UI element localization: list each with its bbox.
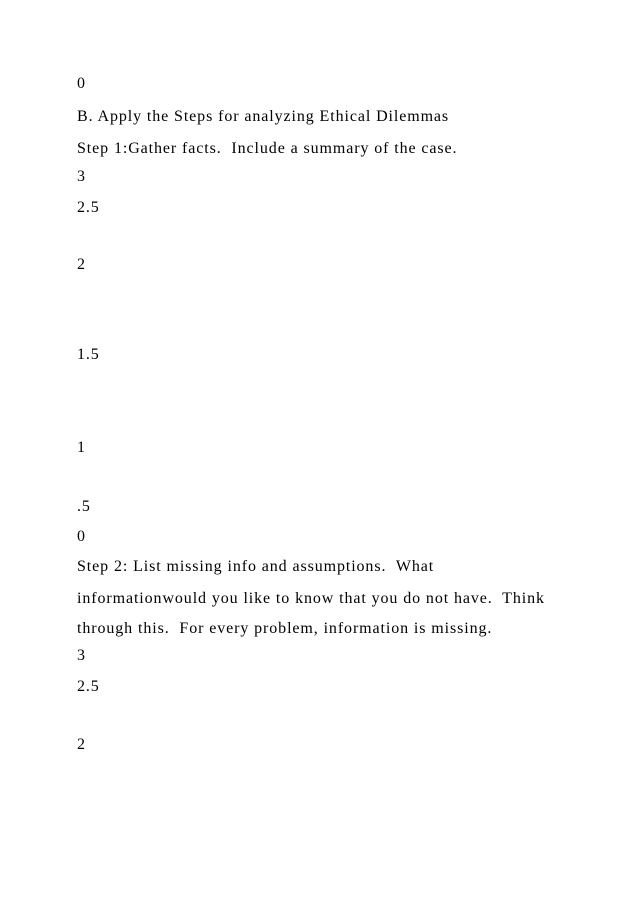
score-line: .5	[77, 498, 91, 515]
score-line: 0	[77, 528, 86, 545]
step-2-text: Step 2: List missing info and assumptions. What	[77, 558, 435, 575]
step-1-text: Step 1:Gather facts. Include a summary of the case.	[77, 140, 458, 157]
score-line: 2.5	[77, 199, 100, 216]
score-line: 3	[77, 647, 86, 664]
score-line: 1	[77, 439, 86, 456]
step-2-text: informationwould you like to know that you do not have. Think	[77, 590, 545, 607]
score-line: 2	[77, 736, 86, 753]
score-line: 3	[77, 168, 86, 185]
score-line: 1.5	[77, 346, 100, 363]
score-line: 2.5	[77, 678, 100, 695]
score-line: 2	[77, 256, 86, 273]
step-2-text: through this. For every problem, information is missing.	[77, 620, 493, 637]
score-line: 0	[77, 75, 86, 92]
section-heading: B. Apply the Steps for analyzing Ethical Dilemmas	[77, 108, 450, 125]
